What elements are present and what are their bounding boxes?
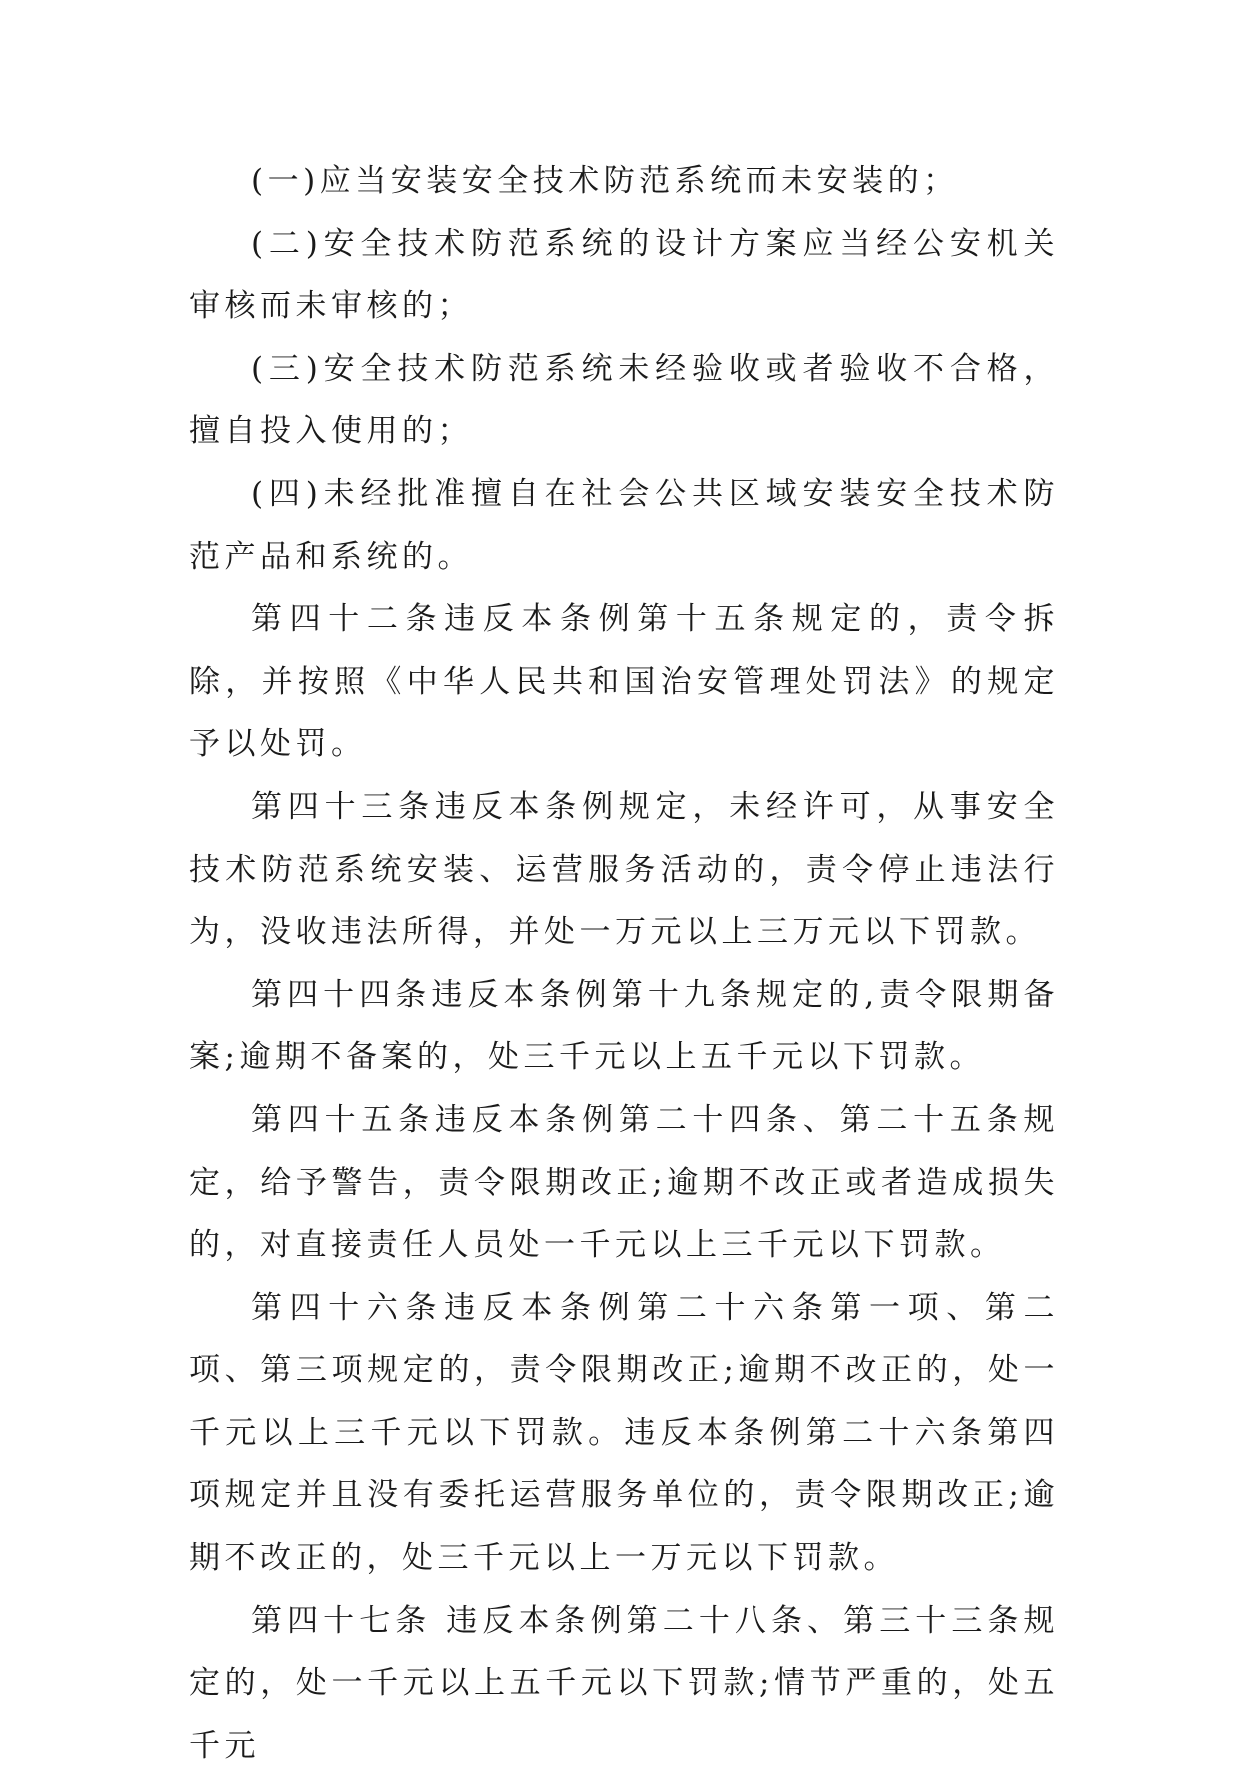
clause-item-3: (三)安全技术防范系统未经验收或者验收不合格，擅自投入使用的； <box>189 350 1059 450</box>
article-46: 第四十六条违反本条例第二十六条第一项、第二项、第三项规定的，责令限期改正;逾期不改正的，处一千元以上三千元以下罚款。违反本条例第二十六条第四项规定并且没有委托运营服务单位的，责令限期改正;逾期不改正的，处三千元以上一万元以下罚款。 <box>189 1289 1059 1577</box>
document-body <box>189 150 1059 1777</box>
article-44: 第四十四条违反本条例第十九条规定的,责令限期备案;逾期不备案的，处三千元以上五千元以下罚款。 <box>189 976 1059 1076</box>
clause-item-2: (二)安全技术防范系统的设计方案应当经公安机关审核而未审核的； <box>189 225 1059 325</box>
clause-item-4: (四)未经批准擅自在社会公共区域安装安全技术防范产品和系统的。 <box>189 475 1059 575</box>
article-42: 第四十二条违反本条例第十五条规定的，责令拆除，并按照《中华人民共和国治安管理处罚法》的规定予以处罚。 <box>189 601 1059 763</box>
article-45: 第四十五条违反本条例第二十四条、第二十五条规定，给予警告，责令限期改正;逾期不改正或者造成损失的，对直接责任人员处一千元以上三千元以下罚款。 <box>189 1101 1059 1264</box>
article-43: 第四十三条违反本条例规定，未经许可，从事安全技术防范系统安装、运营服务活动的，责令停止违法行为，没收违法所得，并处一万元以上三万元以下罚款。 <box>189 788 1059 951</box>
article-47: 第四十七条 违反本条例第二十八条、第三十三条规定的，处一千元以上五千元以下罚款;情节严重的，处五千元 <box>189 1602 1059 1764</box>
clause-item-1: (一)应当安装安全技术防范系统而未安装的； <box>251 163 959 199</box>
